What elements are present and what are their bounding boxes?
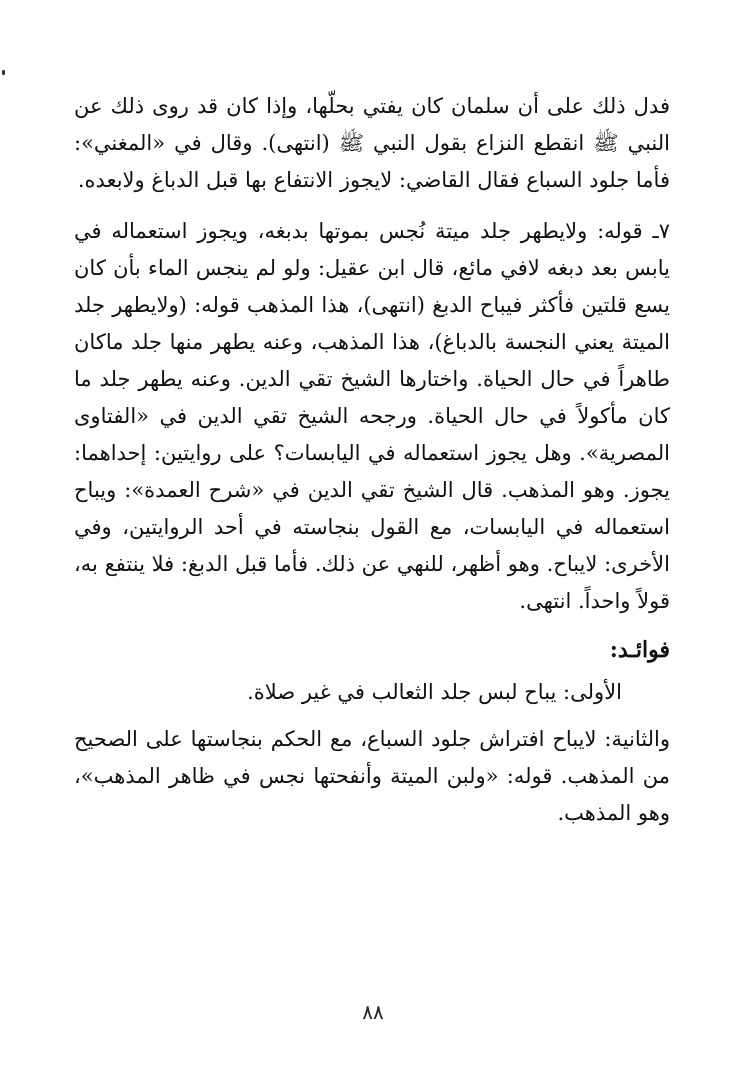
benefit-first: الأولى: يباح لبس جلد الثعالب في غير صلاة. xyxy=(247,680,622,704)
paragraph-intro: فدل ذلك على أن سلمان كان يفتي بحلّها، وإذا كان قد روى ذلك عن النبي ﷺ انقطع النزاع بقول النبي ﷺ (انتهى). وقال في «المغني»: فأما جلود السباع فقال القاضي: لايجوز الانتفاع بها قبل الدباغ ولابعده. xyxy=(74,94,670,192)
paragraph-point-7: ٧ـ قوله: ولايطهر جلد ميتة نُجس بموتها بدبغه، ويجوز استعماله في يابس بعد دبغه لافي مائع، قال ابن عقيل: ولو لم ينجس الماء بأن كان يسع قلتين فأكثر فيباح الدبغ (انتهى)، هذا المذهب قوله: (ولايطهر جلد الميتة يعني النجسة بالدباغ)، هذا المذهب، وعنه يطهر منها جلد ماكان طاهراً في حال الحياة. واختارها الشيخ تقي الدين. وعنه يطهر جلد ما كان مأكولاً في حال الحياة. ورجحه الشيخ تقي الدين في «الفتاوى المصرية». وهل يجوز استعماله في اليابسات؟ على روايتين: إحداهما: يجوز. وهو المذهب. قال الشيخ تقي الدين في «شرح العمدة»: ويباح استعماله في اليابسات، مع القول بنجاسته في أحد الروايتين، وفي الأخرى: لايباح. وهو أظهر، للنهي عن ذلك. فأما قبل الدبغ: فلا ينتفع به، قولاً واحداً. انتهى. xyxy=(74,219,670,613)
page-number: ٨٨ xyxy=(362,1000,384,1024)
margin-mark xyxy=(2,70,5,75)
document-page xyxy=(74,88,670,832)
benefit-second: والثانية: لايباح افتراش جلود السباع، مع الحكم بنجاستها على الصحيح من المذهب. قوله: «ولبن الميتة وأنفحتها نجس في ظاهر المذهب»، وهو المذهب. xyxy=(74,727,670,825)
section-heading-benefits: فوائـد: xyxy=(609,637,670,663)
